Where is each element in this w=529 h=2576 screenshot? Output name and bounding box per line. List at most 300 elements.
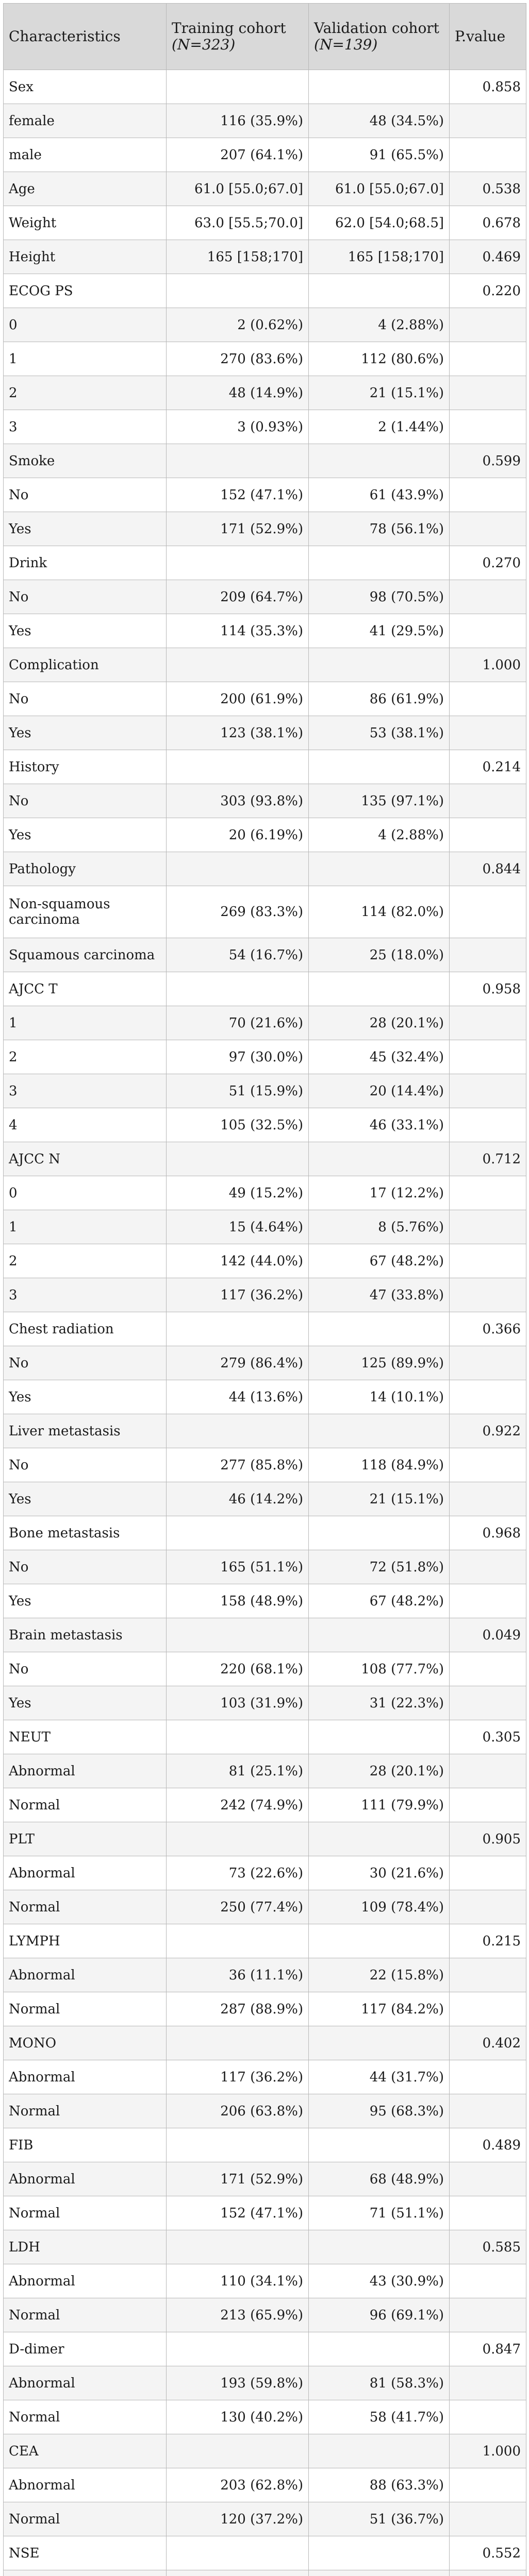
row-label: Yes: [4, 512, 167, 546]
p-value: [450, 2298, 526, 2332]
row-label: Yes: [4, 1380, 167, 1414]
header-row: [4, 4, 526, 70]
p-value: [450, 1856, 526, 1890]
validation-cohort-value: [309, 274, 450, 308]
row-label: Yes: [4, 1482, 167, 1516]
table-row: [4, 478, 526, 512]
training-cohort-value: 36 (11.1%): [167, 1958, 309, 1992]
validation-cohort-value: [309, 546, 450, 580]
p-value: [450, 2060, 526, 2094]
row-label: Squamous carcinoma: [4, 938, 167, 972]
validation-cohort-value: 17 (12.2%): [309, 1176, 450, 1210]
validation-cohort-value: 108 (77.7%): [309, 1652, 450, 1686]
table-row: [4, 2060, 526, 2094]
p-value: 0.585: [450, 2230, 526, 2264]
table-row: [4, 2128, 526, 2162]
training-cohort-value: 70 (21.6%): [167, 1006, 309, 1040]
training-cohort-value: 123 (38.1%): [167, 716, 309, 750]
table-row: [4, 70, 526, 104]
p-value: [450, 1550, 526, 1584]
validation-cohort-value: 95 (68.3%): [309, 2094, 450, 2128]
validation-cohort-value: [309, 2332, 450, 2366]
table-row: [4, 2264, 526, 2298]
p-value: [450, 2162, 526, 2196]
p-value: 0.599: [450, 444, 526, 478]
training-cohort-value: [167, 546, 309, 580]
training-cohort-value: [167, 274, 309, 308]
p-value: [450, 784, 526, 818]
table-row: [4, 1346, 526, 1380]
validation-cohort-value: 45 (32.4%): [309, 1040, 450, 1074]
row-label: 3: [4, 1278, 167, 1312]
training-cohort-value: 81 (25.1%): [167, 1754, 309, 1788]
table-row: [4, 1074, 526, 1108]
row-label: LDH: [4, 2230, 167, 2264]
p-value: [450, 682, 526, 716]
validation-cohort-value: [309, 2536, 450, 2570]
row-label: No: [4, 1550, 167, 1584]
validation-cohort-value: 62.0 [54.0;68.5]: [309, 206, 450, 240]
p-value: 0.538: [450, 172, 526, 206]
row-label: 0: [4, 308, 167, 342]
table-row: [4, 1720, 526, 1754]
table-row: [4, 240, 526, 274]
validation-cohort-value: [309, 70, 450, 104]
row-label: No: [4, 1346, 167, 1380]
training-cohort-value: [167, 1924, 309, 1958]
validation-cohort-value: 22 (15.8%): [309, 1958, 450, 1992]
table-row: [4, 1890, 526, 1924]
table-row: [4, 410, 526, 444]
training-cohort-value: 114 (35.3%): [167, 614, 309, 648]
table-row: [4, 1958, 526, 1992]
validation-cohort-value: 21 (15.1%): [309, 376, 450, 410]
p-value: [450, 1278, 526, 1312]
training-cohort-value: 270 (83.6%): [167, 342, 309, 376]
row-label: ECOG PS: [4, 274, 167, 308]
training-cohort-value: 130 (40.2%): [167, 2400, 309, 2434]
p-value: [450, 1890, 526, 1924]
table-row: [4, 682, 526, 716]
row-label: 2: [4, 1040, 167, 1074]
training-cohort-value: 152 (47.1%): [167, 478, 309, 512]
p-value: [450, 1176, 526, 1210]
training-cohort-value: 277 (85.8%): [167, 1448, 309, 1482]
row-label: No: [4, 784, 167, 818]
table-row: [4, 308, 526, 342]
cohort-characteristics-table: [3, 3, 526, 2576]
training-cohort-value: [167, 2026, 309, 2060]
table-row: [4, 1244, 526, 1278]
table-row: [4, 104, 526, 138]
row-label: 1: [4, 1210, 167, 1244]
validation-cohort-value: [309, 648, 450, 682]
validation-cohort-value: 41 (29.5%): [309, 614, 450, 648]
validation-cohort-value: 67 (48.2%): [309, 1584, 450, 1618]
training-cohort-value: 171 (52.9%): [167, 512, 309, 546]
row-label: Normal: [4, 1788, 167, 1822]
validation-cohort-value: 46 (33.1%): [309, 1108, 450, 1142]
training-cohort-value: 142 (44.0%): [167, 1244, 309, 1278]
table-row: [4, 716, 526, 750]
table-row: [4, 972, 526, 1006]
header-validation-cohort: [309, 4, 450, 70]
table-row: [4, 2570, 526, 2576]
training-cohort-value: 250 (77.4%): [167, 1890, 309, 1924]
row-label: NSE: [4, 2536, 167, 2570]
table-row: [4, 852, 526, 886]
p-value: [450, 1686, 526, 1720]
p-value: [450, 938, 526, 972]
validation-cohort-value: [309, 2434, 450, 2468]
table-row: [4, 2298, 526, 2332]
row-label: Brain metastasis: [4, 1618, 167, 1652]
table-row: [4, 1924, 526, 1958]
table-row: [4, 614, 526, 648]
table-row: [4, 206, 526, 240]
row-label: 2: [4, 376, 167, 410]
table-row: [4, 512, 526, 546]
training-cohort-value: 207 (64.1%): [167, 138, 309, 172]
table-row: [4, 1584, 526, 1618]
p-value: [450, 1040, 526, 1074]
row-label: Yes: [4, 716, 167, 750]
row-label: No: [4, 1652, 167, 1686]
p-value: [450, 2196, 526, 2230]
training-cohort-value: 193 (59.8%): [167, 2366, 309, 2400]
p-value: 0.305: [450, 1720, 526, 1754]
p-value: [450, 886, 526, 938]
validation-cohort-value: 44 (31.7%): [309, 2060, 450, 2094]
row-label: FIB: [4, 2128, 167, 2162]
table-row: [4, 1006, 526, 1040]
p-value: [450, 1584, 526, 1618]
p-value: [450, 376, 526, 410]
header-p-value: P.value: [450, 4, 526, 70]
table-row: [4, 1516, 526, 1550]
p-value: [450, 138, 526, 172]
table-row: [4, 1176, 526, 1210]
row-label: Abnormal: [4, 2264, 167, 2298]
table-row: [4, 938, 526, 972]
training-cohort-value: [167, 70, 309, 104]
validation-cohort-value: [309, 1142, 450, 1176]
p-value: [450, 308, 526, 342]
validation-cohort-value: 31 (22.3%): [309, 1686, 450, 1720]
table-row: [4, 1550, 526, 1584]
p-value: [450, 614, 526, 648]
table-header: [4, 4, 526, 70]
training-cohort-value: 44 (13.6%): [167, 1380, 309, 1414]
training-cohort-value: 165 [158;170]: [167, 240, 309, 274]
p-value: [450, 716, 526, 750]
validation-cohort-value: 86 (61.9%): [309, 682, 450, 716]
validation-cohort-value: [309, 1516, 450, 1550]
training-cohort-value: 46 (14.2%): [167, 1482, 309, 1516]
training-cohort-value: 15 (4.64%): [167, 1210, 309, 1244]
p-value: 0.215: [450, 1924, 526, 1958]
p-value: [450, 512, 526, 546]
row-label: Liver metastasis: [4, 1414, 167, 1448]
row-label: Height: [4, 240, 167, 274]
header-validation-label: Validation cohort: [314, 20, 439, 37]
row-label: Age: [4, 172, 167, 206]
table-row: [4, 1686, 526, 1720]
p-value: 0.552: [450, 2536, 526, 2570]
p-value: [450, 2400, 526, 2434]
training-cohort-value: 303 (93.8%): [167, 784, 309, 818]
training-cohort-value: 73 (22.6%): [167, 1856, 309, 1890]
p-value: [450, 104, 526, 138]
validation-cohort-value: 72 (51.8%): [309, 1550, 450, 1584]
training-cohort-value: [167, 2536, 309, 2570]
header-validation-n: (N=139): [314, 36, 378, 53]
validation-cohort-value: [309, 2128, 450, 2162]
table-row: [4, 1652, 526, 1686]
validation-cohort-value: [309, 1618, 450, 1652]
p-value: 0.922: [450, 1414, 526, 1448]
p-value: [450, 1006, 526, 1040]
training-cohort-value: [167, 648, 309, 682]
p-value: [450, 478, 526, 512]
p-value: 1.000: [450, 2434, 526, 2468]
table-row: [4, 2400, 526, 2434]
training-cohort-value: 3 (0.93%): [167, 410, 309, 444]
validation-cohort-value: [309, 2230, 450, 2264]
table-row: [4, 2502, 526, 2536]
validation-cohort-value: 96 (69.1%): [309, 2298, 450, 2332]
table-row: [4, 1108, 526, 1142]
table-row: [4, 376, 526, 410]
header-training-cohort: [167, 4, 309, 70]
p-value: 0.858: [450, 70, 526, 104]
validation-cohort-value: [309, 2026, 450, 2060]
validation-cohort-value: [309, 972, 450, 1006]
header-training-label: Training cohort: [172, 20, 286, 37]
table-row: [4, 172, 526, 206]
validation-cohort-value: [309, 1822, 450, 1856]
training-cohort-value: 269 (83.3%): [167, 886, 309, 938]
row-label: 1: [4, 1006, 167, 1040]
table-row: [4, 1482, 526, 1516]
table-row: [4, 1312, 526, 1346]
row-label: No: [4, 682, 167, 716]
p-value: [450, 410, 526, 444]
training-cohort-value: 117 (36.2%): [167, 2060, 309, 2094]
training-cohort-value: 61.0 [55.0;67.0]: [167, 172, 309, 206]
validation-cohort-value: 25 (18.0%): [309, 938, 450, 972]
table-row: [4, 1992, 526, 2026]
p-value: 0.968: [450, 1516, 526, 1550]
table-row: [4, 2366, 526, 2400]
validation-cohort-value: 71 (51.1%): [309, 2196, 450, 2230]
p-value: [450, 2094, 526, 2128]
training-cohort-value: 2 (0.62%): [167, 308, 309, 342]
training-cohort-value: 117 (36.2%): [167, 1278, 309, 1312]
row-label: CEA: [4, 2434, 167, 2468]
training-cohort-value: [167, 2332, 309, 2366]
table-row: [4, 1856, 526, 1890]
p-value: 0.712: [450, 1142, 526, 1176]
row-label: Normal: [4, 2196, 167, 2230]
training-cohort-value: 49 (15.2%): [167, 1176, 309, 1210]
row-label: Sex: [4, 70, 167, 104]
p-value: [450, 2468, 526, 2502]
table-row: [4, 1278, 526, 1312]
p-value: [450, 1482, 526, 1516]
row-label: NEUT: [4, 1720, 167, 1754]
validation-cohort-value: 21 (15.1%): [309, 1482, 450, 1516]
table-row: [4, 648, 526, 682]
training-cohort-value: 171 (52.9%): [167, 2162, 309, 2196]
training-cohort-value: 242 (74.9%): [167, 1788, 309, 1822]
p-value: [450, 1754, 526, 1788]
row-label: 1: [4, 342, 167, 376]
row-label: Pathology: [4, 852, 167, 886]
row-label: PLT: [4, 1822, 167, 1856]
validation-cohort-value: 98 (70.5%): [309, 580, 450, 614]
p-value: 0.905: [450, 1822, 526, 1856]
table-body: [4, 70, 526, 2576]
training-cohort-value: 120 (37.2%): [167, 2502, 309, 2536]
p-value: [450, 818, 526, 852]
training-cohort-value: 103 (31.9%): [167, 1686, 309, 1720]
table-row: [4, 2162, 526, 2196]
training-cohort-value: [167, 1618, 309, 1652]
training-cohort-value: 20 (6.19%): [167, 818, 309, 852]
row-label: MONO: [4, 2026, 167, 2060]
table-row: [4, 750, 526, 784]
p-value: 1.000: [450, 648, 526, 682]
row-label: 3: [4, 410, 167, 444]
validation-cohort-value: [309, 1924, 450, 1958]
training-cohort-value: 220 (68.1%): [167, 1652, 309, 1686]
row-label: Normal: [4, 2094, 167, 2128]
p-value: [450, 1448, 526, 1482]
training-cohort-value: [167, 1516, 309, 1550]
table-row: [4, 1040, 526, 1074]
training-cohort-value: 279 (86.4%): [167, 1346, 309, 1380]
table-row: [4, 2468, 526, 2502]
validation-cohort-value: 91 (65.5%): [309, 138, 450, 172]
row-label: 3: [4, 1074, 167, 1108]
table-row: [4, 2094, 526, 2128]
training-cohort-value: [167, 1312, 309, 1346]
table-row: [4, 1142, 526, 1176]
p-value: [450, 1380, 526, 1414]
training-cohort-value: 203 (62.8%): [167, 2468, 309, 2502]
table-row: [4, 342, 526, 376]
row-label: Normal: [4, 2502, 167, 2536]
row-label: AJCC N: [4, 1142, 167, 1176]
row-label: Smoke: [4, 444, 167, 478]
row-label: Bone metastasis: [4, 1516, 167, 1550]
training-cohort-value: 206 (63.8%): [167, 2094, 309, 2128]
row-label: Abnormal: [4, 2162, 167, 2196]
validation-cohort-value: 43 (30.9%): [309, 2264, 450, 2298]
p-value: [450, 1958, 526, 1992]
p-value: 0.678: [450, 206, 526, 240]
row-label: Abnormal: [4, 2366, 167, 2400]
row-label: Normal: [4, 1890, 167, 1924]
row-label: Yes: [4, 614, 167, 648]
training-cohort-value: 209 (64.7%): [167, 580, 309, 614]
header-characteristics: Characteristics: [4, 4, 167, 70]
row-label: 0: [4, 1176, 167, 1210]
row-label: Normal: [4, 2400, 167, 2434]
validation-cohort-value: 125 (89.9%): [309, 1346, 450, 1380]
validation-cohort-value: 88 (63.3%): [309, 2468, 450, 2502]
row-label: No: [4, 580, 167, 614]
table-row: [4, 2536, 526, 2570]
row-label: Chest radiation: [4, 1312, 167, 1346]
validation-cohort-value: [309, 1414, 450, 1448]
table-row: [4, 1380, 526, 1414]
training-cohort-value: [167, 1142, 309, 1176]
p-value: 0.402: [450, 2026, 526, 2060]
row-label: D-dimer: [4, 2332, 167, 2366]
row-label: 4: [4, 1108, 167, 1142]
training-cohort-value: 63.0 [55.5;70.0]: [167, 206, 309, 240]
validation-cohort-value: 28 (20.1%): [309, 1006, 450, 1040]
row-label: Yes: [4, 818, 167, 852]
training-cohort-value: [167, 2434, 309, 2468]
validation-cohort-value: [309, 444, 450, 478]
p-value: [450, 2366, 526, 2400]
row-label: Abnormal: [4, 1754, 167, 1788]
validation-cohort-value: 81 (58.3%): [309, 2366, 450, 2400]
validation-cohort-value: 4 (2.88%): [309, 308, 450, 342]
table-row: [4, 1822, 526, 1856]
table-row: [4, 2196, 526, 2230]
row-label: AJCC T: [4, 972, 167, 1006]
table-row: [4, 138, 526, 172]
table-row: [4, 1414, 526, 1448]
table-row: [4, 2230, 526, 2264]
validation-cohort-value: 118 (84.9%): [309, 1448, 450, 1482]
validation-cohort-value: 51 (36.7%): [309, 2502, 450, 2536]
table-row: [4, 274, 526, 308]
table-row: [4, 546, 526, 580]
training-cohort-value: 213 (65.9%): [167, 2298, 309, 2332]
row-label: 2: [4, 1244, 167, 1278]
row-label: Abnormal: [4, 1958, 167, 1992]
p-value: [450, 2570, 526, 2576]
row-label: Complication: [4, 648, 167, 682]
training-cohort-value: [167, 2570, 309, 2576]
training-cohort-value: 152 (47.1%): [167, 2196, 309, 2230]
training-cohort-value: [167, 750, 309, 784]
validation-cohort-value: 135 (97.1%): [309, 784, 450, 818]
training-cohort-value: 105 (32.5%): [167, 1108, 309, 1142]
row-label: Normal: [4, 2298, 167, 2332]
table-row: [4, 1448, 526, 1482]
validation-cohort-value: 58 (41.7%): [309, 2400, 450, 2434]
validation-cohort-value: 8 (5.76%): [309, 1210, 450, 1244]
validation-cohort-value: 112 (80.6%): [309, 342, 450, 376]
p-value: 0.469: [450, 240, 526, 274]
training-cohort-value: 287 (88.9%): [167, 1992, 309, 2026]
p-value: [450, 2264, 526, 2298]
table-row: [4, 2434, 526, 2468]
training-cohort-value: [167, 444, 309, 478]
table-row: [4, 2332, 526, 2366]
p-value: 0.489: [450, 2128, 526, 2162]
p-value: 0.220: [450, 274, 526, 308]
training-cohort-value: [167, 2230, 309, 2264]
row-label: Abnormal: [4, 1856, 167, 1890]
row-label: female: [4, 104, 167, 138]
